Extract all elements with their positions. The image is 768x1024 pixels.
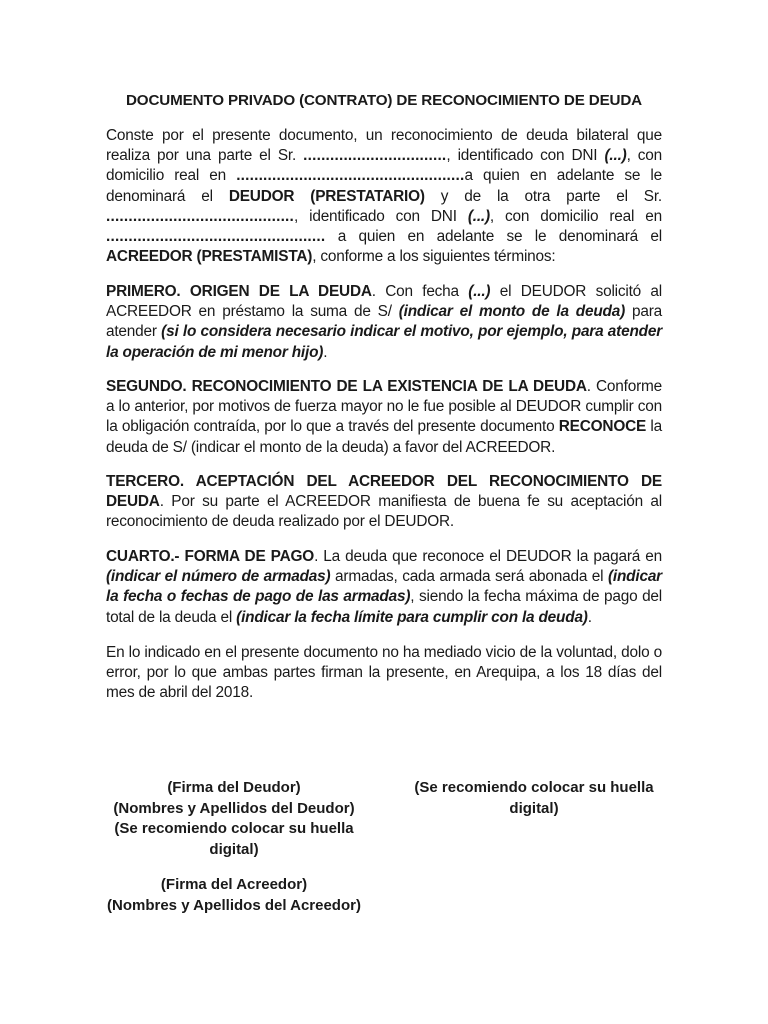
amount-placeholder: (indicar el monto de la deuda) bbox=[398, 303, 626, 321]
clause-heading: SEGUNDO. RECONOCIMIENTO DE LA EXISTENCIA DE LA DEUDA bbox=[106, 378, 587, 395]
address-placeholder: ................................................... bbox=[236, 167, 465, 185]
intro-text: , con domicilio real en bbox=[106, 147, 662, 185]
clause-text: para atender bbox=[106, 303, 662, 341]
name-placeholder: .......................................... bbox=[106, 207, 294, 225]
intro-text: a quien en adelante se le denominará el bbox=[325, 228, 662, 246]
document-title: DOCUMENTO PRIVADO (CONTRATO) DE RECONOCIMIENTO DE DEUDA bbox=[125, 92, 642, 109]
reconoce-label: RECONOCE bbox=[558, 418, 647, 436]
signature-line: (Firma del Deudor) bbox=[167, 779, 301, 796]
acreedor-signature-block bbox=[100, 875, 368, 916]
date-placeholder: (...) bbox=[468, 283, 491, 300]
dni-placeholder: (...) bbox=[604, 147, 627, 165]
intro-text: , con domicilio real en bbox=[489, 207, 662, 225]
deudor-label: DEUDOR (PRESTATARIO) bbox=[228, 187, 425, 205]
clause-text: . Por su parte el ACREEDOR manifiesta de buena fe su aceptación al reconocimiento de deuda realizado por el DEUDOR. bbox=[106, 493, 662, 531]
fingerprint-block bbox=[400, 778, 668, 819]
intro-text: , identificado con DNI bbox=[446, 147, 605, 165]
intro-text: , identificado con DNI bbox=[294, 207, 468, 225]
clause-text: . Con fecha bbox=[371, 283, 469, 300]
clause-text: , siendo la fecha máxima de pago del total de la deuda el bbox=[106, 588, 663, 626]
intro-paragraph bbox=[106, 126, 662, 267]
intro-text: a quien en adelante se le denominará el bbox=[106, 167, 662, 205]
name-line: (Nombres y Apellidos del Acreedor) bbox=[107, 896, 361, 914]
clause-text: la deuda de S/ (indicar el monto de la deuda) a favor del ACREEDOR. bbox=[106, 418, 662, 456]
clause-heading: TERCERO. ACEPTACIÓN DEL ACREEDOR DEL RECONOCIMIENTO DE DEUDA bbox=[106, 473, 662, 511]
clause-text: . Conforme a lo anterior, por motivos de fuerza mayor no le fue posible al DEUDOR cumplir con la obligación contraída, por lo que a través del presente documento bbox=[106, 378, 662, 436]
name-line: (Nombres y Apellidos del Deudor) bbox=[113, 799, 355, 817]
clause-text: . La deuda que reconoce el DEUDOR la pagará en bbox=[314, 548, 663, 565]
clause-heading: CUARTO.- FORMA DE PAGO bbox=[106, 548, 315, 565]
intro-text: Conste por el presente documento, un reconocimiento de deuda bilateral que realiza por una parte el Sr. bbox=[106, 127, 662, 165]
intro-text: , conforme a los siguientes términos: bbox=[312, 248, 556, 266]
clause-primero bbox=[106, 282, 662, 363]
deadline-placeholder: (indicar la fecha límite para cumplir con la deuda) bbox=[236, 608, 588, 626]
clause-text: el DEUDOR solicitó al ACREEDOR en préstamo la suma de S/ bbox=[106, 283, 662, 321]
intro-text: y de la otra parte el Sr. bbox=[424, 187, 663, 205]
clause-text: . bbox=[587, 608, 592, 626]
fingerprint-note: digital) bbox=[209, 840, 259, 858]
payment-dates-placeholder: (indicar la fecha o fechas de pago de las armadas) bbox=[106, 568, 662, 606]
dni-placeholder: (...) bbox=[467, 207, 490, 225]
signature-line: (Firma del Acreedor) bbox=[160, 876, 308, 893]
deudor-signature-block bbox=[100, 778, 368, 860]
fingerprint-note: digital) bbox=[509, 799, 559, 817]
clause-text: armadas, cada armada será abonada el bbox=[330, 568, 608, 586]
fingerprint-note: (Se recomiendo colocar su huella bbox=[114, 820, 354, 837]
clause-text: . bbox=[323, 343, 328, 361]
clause-segundo bbox=[106, 377, 662, 458]
closing-paragraph: En lo indicado en el presente documento no ha mediado vicio de la voluntad, dolo o error, por lo que ambas partes firman la presente, en Arequipa, a los 18 días del mes de abril del 2018. bbox=[106, 644, 662, 702]
installments-placeholder: (indicar el número de armadas) bbox=[106, 568, 331, 586]
clause-tercero bbox=[106, 472, 662, 533]
acreedor-label: ACREEDOR (PRESTAMISTA) bbox=[106, 248, 313, 266]
name-placeholder: ................................ bbox=[303, 147, 447, 165]
reason-placeholder: (si lo considera necesario indicar el motivo, por ejemplo, para atender la operación de mi menor hijo) bbox=[106, 323, 662, 361]
clause-cuarto bbox=[106, 547, 662, 628]
address-placeholder: ................................................. bbox=[106, 228, 326, 246]
fingerprint-note: (Se recomiendo colocar su huella bbox=[414, 779, 654, 796]
clause-heading: PRIMERO. ORIGEN DE LA DEUDA bbox=[106, 283, 372, 300]
